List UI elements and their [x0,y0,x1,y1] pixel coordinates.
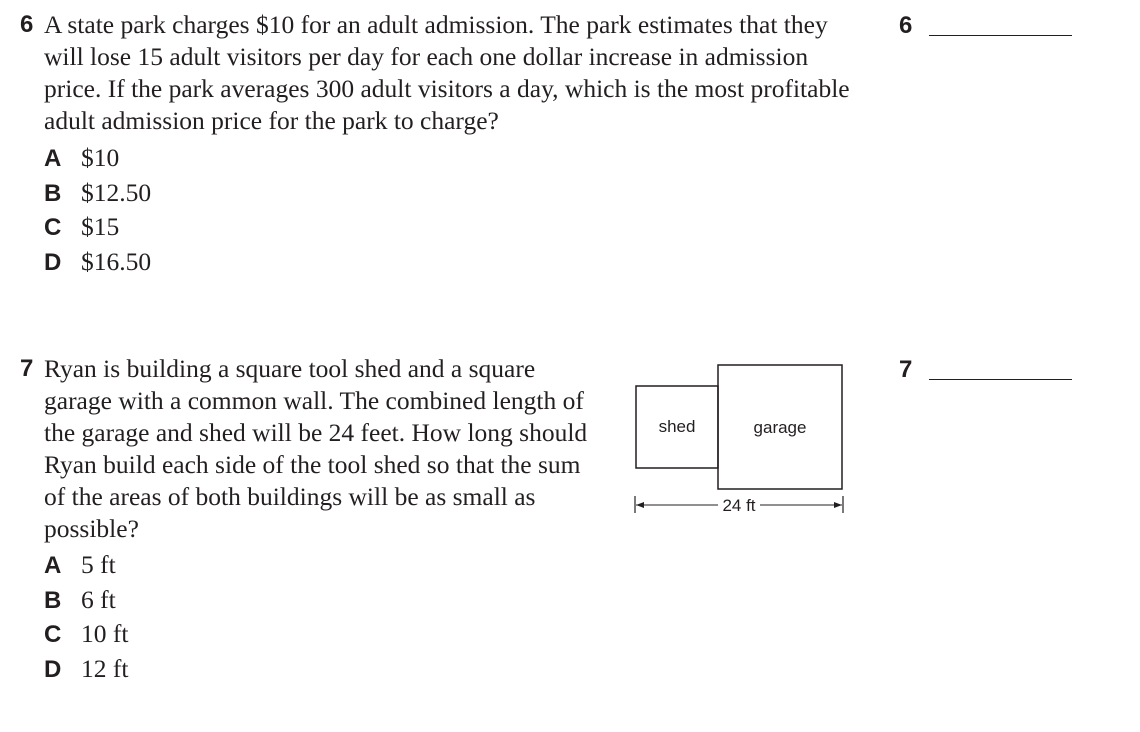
choice-item[interactable] [44,176,151,211]
answer-7-blank[interactable] [929,379,1072,380]
choice-item[interactable] [44,141,151,176]
question-7-text: Ryan is building a square tool shed and a square garage with a common wall. The combined length of the garage and shed will be 24 feet. How long should Ryan build each side of the tool shed so that the sum of the areas of both buildings will be as small as possible? [44,354,588,543]
shed-label: shed [658,417,696,436]
dimension-arrow-left [636,502,644,508]
choice-value: $10 [81,143,120,172]
choice-value: $12.50 [81,177,152,207]
answer-7-number: 7 [899,356,913,383]
dimension-arrow-right [834,502,842,508]
choice-value: 10 ft [81,619,129,648]
choice-item[interactable] [44,245,151,280]
choice-item[interactable] [44,548,128,583]
shed-garage-diagram [630,360,850,516]
choice-letter: D [44,655,62,683]
choice-value: 5 ft [81,550,116,579]
garage-label: garage [753,418,807,437]
choice-value: $16.50 [81,246,152,276]
choice-letter: D [44,248,62,276]
choice-letter: B [44,179,62,207]
choice-item[interactable] [44,617,128,652]
question-7-choices [44,548,128,686]
choice-item[interactable] [44,652,128,687]
question-6-number: 6 [20,11,34,38]
choice-letter: A [44,552,62,579]
choice-value: $15 [81,212,120,241]
choice-letter: B [44,586,62,614]
choice-value: 12 ft [81,653,129,683]
dimension-label: 24 ft [722,496,756,515]
question-6-text: A state park charges $10 for an adult admission. The park estimates that they will lose 15 adult visitors per day for each one dollar increase in admission price. If the park averages 300 adult visitors a day, which is the most profitable adult admission price for the park to charge? [44,10,850,135]
choice-letter: C [44,621,62,648]
choice-item[interactable] [44,583,128,618]
choice-letter: C [44,214,62,241]
choice-value: 6 ft [81,584,116,614]
answer-6-number: 6 [899,12,913,39]
answer-6-blank[interactable] [929,35,1072,36]
choice-letter: A [44,145,62,172]
question-7-number: 7 [20,355,34,382]
question-6-choices [44,141,151,279]
choice-item[interactable] [44,210,151,245]
